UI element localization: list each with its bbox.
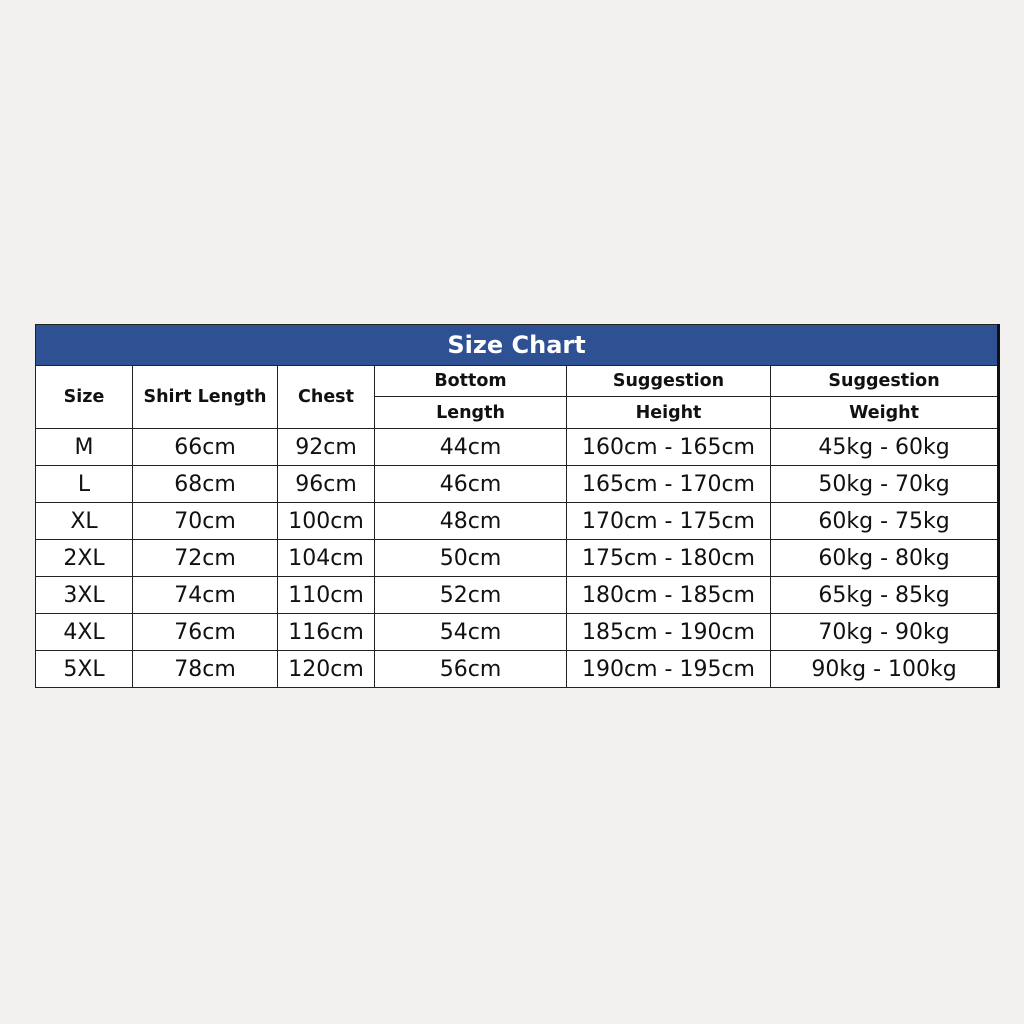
size-cell: 5XL: [36, 651, 133, 688]
suggestion-height-cell: 165cm - 170cm: [567, 466, 771, 503]
size-cell: XL: [36, 503, 133, 540]
suggestion-weight-cell: 60kg - 75kg: [771, 503, 999, 540]
suggestion-weight-cell: 60kg - 80kg: [771, 540, 999, 577]
shirt-length-cell: 76cm: [133, 614, 278, 651]
chart-title: Size Chart: [36, 325, 999, 366]
size-cell: 2XL: [36, 540, 133, 577]
table-row: [36, 540, 999, 577]
bottom-length-cell: 44cm: [375, 429, 567, 466]
suggestion-weight-cell: 90kg - 100kg: [771, 651, 999, 688]
suggestion-height-cell: 160cm - 165cm: [567, 429, 771, 466]
bottom-length-cell: 50cm: [375, 540, 567, 577]
shirt-length-cell: 66cm: [133, 429, 278, 466]
header-size: Size: [36, 366, 133, 429]
suggestion-height-cell: 190cm - 195cm: [567, 651, 771, 688]
table-row: [36, 614, 999, 651]
header-chest: Chest: [278, 366, 375, 429]
chest-cell: 96cm: [278, 466, 375, 503]
suggestion-height-cell: 170cm - 175cm: [567, 503, 771, 540]
suggestion-weight-cell: 45kg - 60kg: [771, 429, 999, 466]
size-cell: L: [36, 466, 133, 503]
table-row: [36, 503, 999, 540]
header-suggestion-weight-line1: Suggestion: [771, 366, 999, 397]
shirt-length-cell: 78cm: [133, 651, 278, 688]
header-row: [36, 366, 999, 397]
header-suggestion-height-line2: Height: [567, 397, 771, 429]
suggestion-height-cell: 180cm - 185cm: [567, 577, 771, 614]
suggestion-height-cell: 175cm - 180cm: [567, 540, 771, 577]
suggestion-weight-cell: 70kg - 90kg: [771, 614, 999, 651]
shirt-length-cell: 74cm: [133, 577, 278, 614]
header-shirt-length: Shirt Length: [133, 366, 278, 429]
title-row: [36, 325, 999, 366]
bottom-length-cell: 46cm: [375, 466, 567, 503]
shirt-length-cell: 72cm: [133, 540, 278, 577]
table-row: [36, 466, 999, 503]
bottom-length-cell: 52cm: [375, 577, 567, 614]
header-bottom-length-line2: Length: [375, 397, 567, 429]
chest-cell: 100cm: [278, 503, 375, 540]
size-cell: M: [36, 429, 133, 466]
chest-cell: 120cm: [278, 651, 375, 688]
chest-cell: 92cm: [278, 429, 375, 466]
chest-cell: 110cm: [278, 577, 375, 614]
size-rows: [36, 429, 999, 688]
table-row: [36, 429, 999, 466]
header-suggestion-height-line1: Suggestion: [567, 366, 771, 397]
table-row: [36, 577, 999, 614]
size-cell: 3XL: [36, 577, 133, 614]
suggestion-height-cell: 185cm - 190cm: [567, 614, 771, 651]
bottom-length-cell: 54cm: [375, 614, 567, 651]
suggestion-weight-cell: 65kg - 85kg: [771, 577, 999, 614]
size-chart-table: [35, 324, 1000, 688]
bottom-length-cell: 56cm: [375, 651, 567, 688]
shirt-length-cell: 68cm: [133, 466, 278, 503]
bottom-length-cell: 48cm: [375, 503, 567, 540]
shirt-length-cell: 70cm: [133, 503, 278, 540]
suggestion-weight-cell: 50kg - 70kg: [771, 466, 999, 503]
chest-cell: 116cm: [278, 614, 375, 651]
chest-cell: 104cm: [278, 540, 375, 577]
size-cell: 4XL: [36, 614, 133, 651]
table-row: [36, 651, 999, 688]
header-bottom-length-line1: Bottom: [375, 366, 567, 397]
header-suggestion-weight-line2: Weight: [771, 397, 999, 429]
